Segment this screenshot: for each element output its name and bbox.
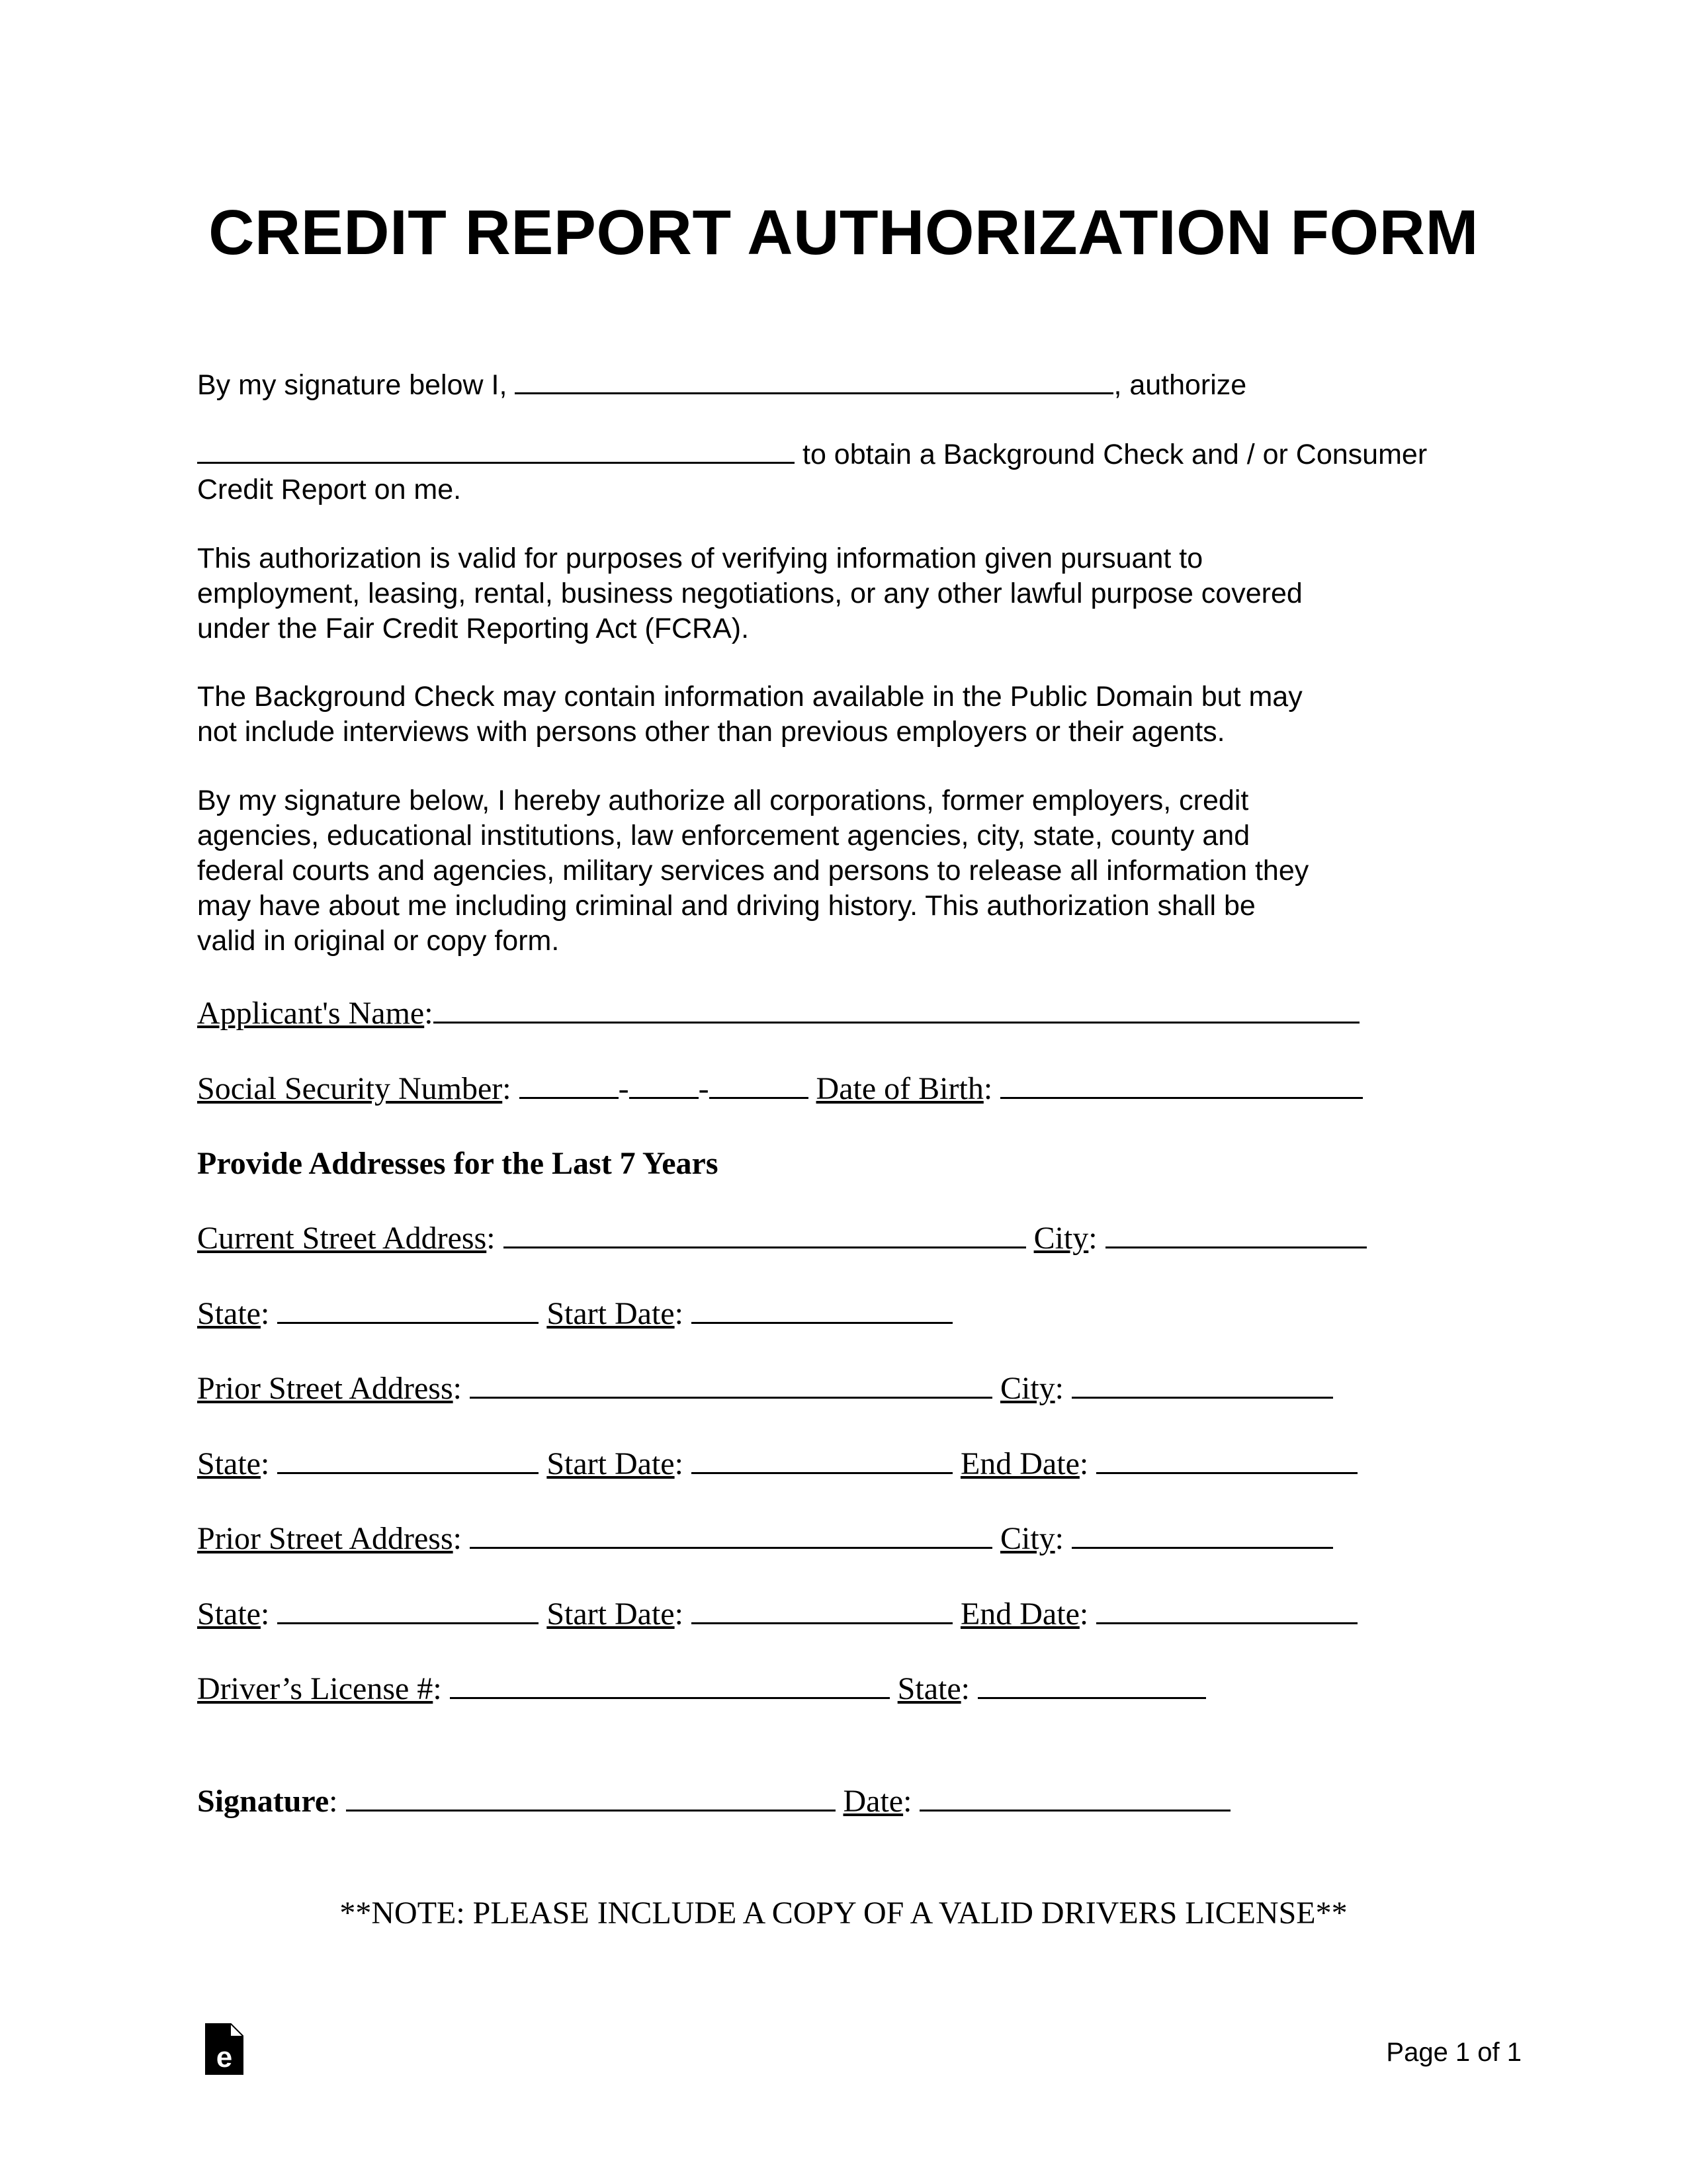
prior-street-2-label: Prior Street Address <box>197 1521 453 1556</box>
drivers-license-field[interactable] <box>450 1671 890 1699</box>
prior-end-date-1-field[interactable] <box>1096 1446 1358 1474</box>
signature-label: Signature <box>197 1784 329 1819</box>
intro-line-3: Credit Report on me. <box>197 474 462 505</box>
applicant-name-label: Applicant's Name <box>197 996 425 1031</box>
ssn-part-3-field[interactable] <box>709 1070 808 1099</box>
paragraph-line: agencies, educational institutions, law enforcement agencies, city, state, county and <box>197 820 1250 852</box>
paragraph-line: This authorization is valid for purposes of verifying information given pursuant to <box>197 543 1203 574</box>
license-state-field[interactable] <box>978 1671 1206 1699</box>
current-start-date-field[interactable] <box>691 1295 953 1324</box>
eforms-logo-icon <box>205 2023 243 2075</box>
paragraph-background-check <box>197 679 1303 750</box>
prior-city-1-field[interactable] <box>1072 1370 1333 1399</box>
drivers-license-note: **NOTE: PLEASE INCLUDE A COPY OF A VALID DRIVERS LICENSE** <box>339 1896 1348 1931</box>
prior-address-2-row: Prior Street Address: City: <box>197 1519 1333 1559</box>
paragraph-line: may have about me including criminal and driving history. This authorization shall be <box>197 890 1256 922</box>
prior-city-2-label: City <box>1000 1521 1055 1556</box>
signature-date-field[interactable] <box>920 1783 1231 1812</box>
prior-address-1-row: Prior Street Address: City: <box>197 1369 1333 1409</box>
current-address-row: Current Street Address: City: <box>197 1219 1367 1258</box>
requesting-party-field[interactable] <box>197 438 795 464</box>
prior-street-1-field[interactable] <box>470 1370 992 1399</box>
prior-state-1-row: State: Start Date: End Date: <box>197 1444 1358 1484</box>
paragraph-line: The Background Check may contain information available in the Public Domain but may <box>197 681 1303 713</box>
intro-line-1-text: By my signature below I, <box>197 369 507 401</box>
paragraph-line: under the Fair Credit Reporting Act (FCRA). <box>197 613 750 644</box>
prior-end-date-1-label: End Date <box>960 1446 1080 1481</box>
prior-start-date-1-field[interactable] <box>691 1446 953 1474</box>
current-street-field[interactable] <box>503 1220 1026 1248</box>
current-state-field[interactable] <box>277 1295 539 1324</box>
prior-state-1-field[interactable] <box>277 1446 539 1474</box>
ssn-part-2-field[interactable] <box>629 1070 699 1099</box>
paragraph-line: employment, leasing, rental, business negotiations, or any other lawful purpose covered <box>197 578 1303 609</box>
prior-street-2-field[interactable] <box>470 1520 992 1549</box>
paragraph-line: federal courts and agencies, military services and persons to release all information they <box>197 855 1309 887</box>
prior-city-2-field[interactable] <box>1072 1520 1333 1549</box>
intro-line-2-text: to obtain a Background Check and / or Consumer <box>802 439 1428 470</box>
svg-text:e: e <box>216 2041 233 2074</box>
current-city-label: City <box>1033 1221 1089 1256</box>
authorizer-name-field[interactable] <box>515 369 1113 394</box>
dob-field[interactable] <box>1000 1070 1363 1099</box>
signature-row: Signature: Date: <box>197 1782 1231 1821</box>
form-title: CREDIT REPORT AUTHORIZATION FORM <box>208 197 1479 268</box>
addresses-heading: Provide Addresses for the Last 7 Years <box>197 1146 718 1181</box>
signature-field[interactable] <box>346 1783 836 1812</box>
ssn-label: Social Security Number <box>197 1071 503 1106</box>
current-state-row: State: Start Date: <box>197 1294 953 1334</box>
ssn-part-1-field[interactable] <box>519 1070 619 1099</box>
prior-end-date-2-label: End Date <box>960 1596 1080 1632</box>
intro-line-1 <box>197 368 1246 403</box>
applicant-name-row: Applicant's Name: <box>197 994 1360 1033</box>
paragraph-validity <box>197 541 1303 646</box>
paragraph-release <box>197 783 1309 959</box>
prior-city-1-label: City <box>1000 1371 1055 1406</box>
prior-start-date-1-label: Start Date <box>546 1446 675 1481</box>
current-start-date-label: Start Date <box>546 1296 675 1331</box>
page-number: Page 1 of 1 <box>1386 2038 1522 2067</box>
prior-start-date-2-label: Start Date <box>546 1596 675 1632</box>
prior-state-2-row: State: Start Date: End Date: <box>197 1594 1358 1634</box>
prior-end-date-2-field[interactable] <box>1096 1596 1358 1624</box>
paragraph-line: valid in original or copy form. <box>197 925 560 957</box>
current-city-field[interactable] <box>1105 1220 1367 1248</box>
applicant-name-field[interactable] <box>433 995 1360 1024</box>
current-state-label: State <box>197 1296 261 1331</box>
prior-state-2-label: State <box>197 1596 261 1632</box>
dob-label: Date of Birth <box>816 1071 984 1106</box>
signature-date-label: Date <box>843 1784 904 1819</box>
paragraph-line: By my signature below, I hereby authorize all corporations, former employers, credit <box>197 785 1249 816</box>
ssn-dob-row: Social Security Number: - - Date of Birth: <box>197 1069 1363 1109</box>
intro-line-2 <box>197 437 1427 472</box>
license-state-label: State <box>897 1671 961 1706</box>
current-street-label: Current Street Address <box>197 1221 487 1256</box>
drivers-license-row: Driver’s License #: State: <box>197 1669 1206 1709</box>
prior-state-2-field[interactable] <box>277 1596 539 1624</box>
prior-state-1-label: State <box>197 1446 261 1481</box>
paragraph-line: not include interviews with persons other than previous employers or their agents. <box>197 716 1225 748</box>
prior-start-date-2-field[interactable] <box>691 1596 953 1624</box>
prior-street-1-label: Prior Street Address <box>197 1371 453 1406</box>
drivers-license-label: Driver’s License # <box>197 1671 433 1706</box>
intro-line-1-end: , authorize <box>1113 369 1247 401</box>
